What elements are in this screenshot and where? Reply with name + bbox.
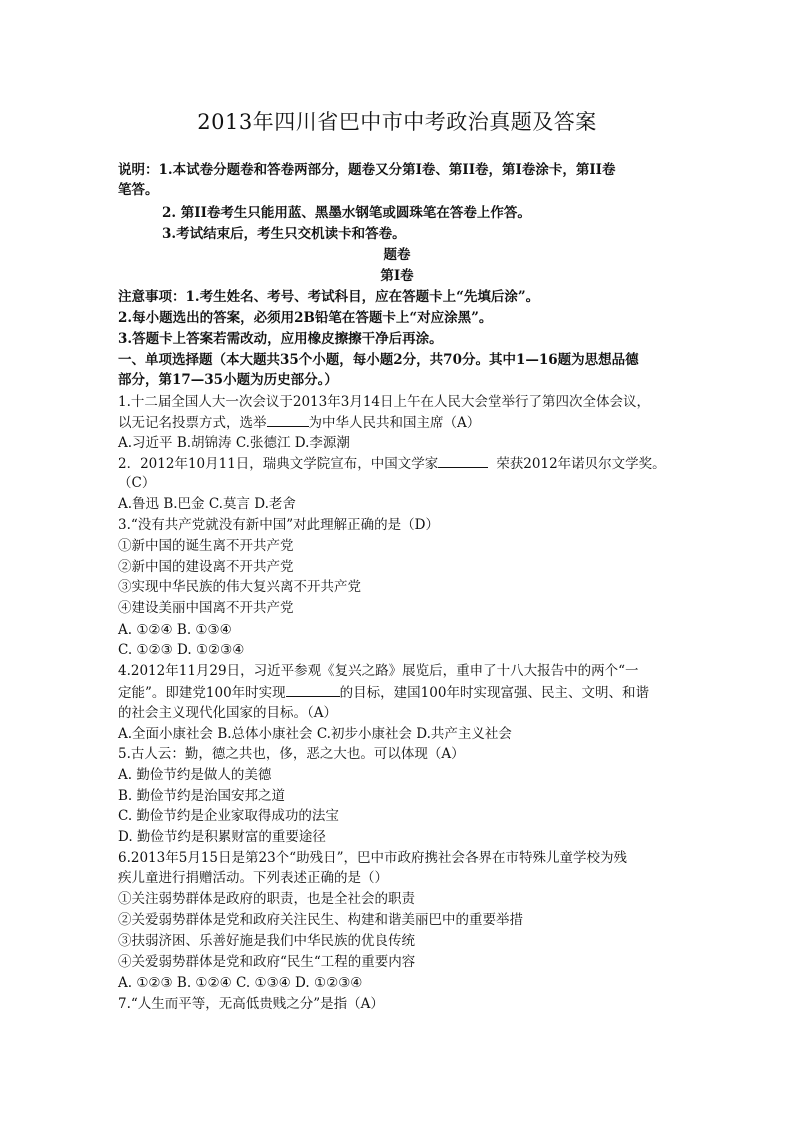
q4-line-1: 4.2012年11月29日，习近平参观《复兴之路》展览后，重申了十八大报告中的两个“一: [118, 663, 639, 679]
q6-item-4: ④关爱弱势群体是党和政府“民生“工程的重要内容: [118, 954, 416, 970]
q6-options: A. ①②③ B. ①②④ C. ①③④ D. ①②③④: [118, 975, 363, 991]
intro-line-2: 笔答。: [118, 182, 159, 198]
heading-tijuan: 题卷: [383, 247, 411, 263]
q6-line-1: 6.2013年5月15日是第23个“助残日”，巴中市政府携社会各界在市特殊儿童学校为残: [118, 850, 627, 866]
q3-item-2: ②新中国的建设离不开共产党: [118, 559, 294, 575]
intro-line-4: 3.考试结束后，考生只交机读卡和答卷。: [162, 226, 406, 242]
section-heading-1: 一、单项选择题（本大题共35个小题，每小题2分，共70分。其中1—16题为思想品德: [118, 352, 639, 368]
q6-item-1: ①关注弱势群体是政府的职责，也是全社会的职责: [118, 891, 415, 907]
q4-blank: [286, 682, 340, 697]
q1-options: A.习近平 B.胡锦涛 C.张德江 D.李源潮: [118, 435, 350, 451]
q1-text-b: 为中华人民共和国主席（A）: [308, 415, 481, 431]
q3-options-2: C. ①②③ D. ①②③④: [118, 642, 245, 658]
note-line-2: 2.每小题选出的答案，必须用2B铅笔在答题卡上“对应涂黑”。: [118, 310, 493, 326]
q5-option-c: C. 勤俭节约是企业家取得成功的法宝: [118, 808, 339, 824]
q6-item-2: ②关爱弱势群体是党和政府关注民生、构建和谐美丽巴中的重要举措: [118, 912, 523, 928]
intro-line-1: 说明：1.本试卷分题卷和答卷两部分，题卷又分第Ⅰ卷、第II卷，第Ⅰ卷涂卡，第II卷: [118, 162, 616, 178]
q3-item-3: ③实现中华民族的伟大复兴离不开共产党: [118, 579, 361, 595]
q3-stem: 3.“没有共产党就没有新中国”对此理解正确的是（D）: [118, 517, 440, 533]
q7-stem: 7.“人生而平等，无高低贵贱之分”是指（A）: [118, 996, 384, 1012]
q4-text-a: 定能”。即建党100年时实现: [118, 685, 286, 701]
intro-line-3: 2. 第II卷考生只能用蓝、黑墨水钢笔或圆珠笔在答卷上作答。: [162, 205, 531, 221]
q1-text-a: 以无记名投票方式，选举: [118, 415, 267, 431]
q2-text-b: 荣获2012年诺贝尔文学奖。: [496, 456, 666, 472]
q4-line-3: 的社会主义现代化国家的目标。（A）: [118, 705, 337, 721]
q3-item-1: ①新中国的诞生离不开共产党: [118, 538, 294, 554]
q4-line-2: [118, 682, 649, 703]
q2-line-2: （C）: [118, 475, 156, 491]
q3-options-1: A. ①②④ B. ①③④: [118, 622, 232, 638]
q2-blank: [438, 453, 488, 468]
q1-line-2: [118, 412, 480, 433]
note-line-3: 3.答题卡上答案若需改动，应用橡皮擦擦干净后再涂。: [118, 331, 443, 347]
q5-option-a: A. 勤俭节约是做人的美德: [118, 767, 272, 783]
note-line-1: 注意事项：1.考生姓名、考号、考试科目，应在答题卡上“先填后涂”。: [118, 289, 540, 305]
q4-text-b: 的目标，建国100年时实现富强、民主、文明、和谐: [339, 685, 649, 701]
q1-line-1: 1.十二届全国人大一次会议于2013年3月14日上午在人民大会堂举行了第四次全体会议，: [118, 394, 651, 410]
heading-juan1: 第Ⅰ卷: [380, 268, 414, 284]
q2-text-a: 2．2012年10月11日，瑞典文学院宣布，中国文学家: [118, 456, 439, 472]
q2-options: A.鲁迅 B.巴金 C.莫言 D.老舍: [118, 496, 296, 512]
q4-options: A.全面小康社会 B.总体小康社会 C.初步小康社会 D.共产主义社会: [118, 726, 512, 742]
page-title: 2013年四川省巴中市中考政治真题及答案: [197, 110, 597, 134]
q1-blank: [267, 412, 309, 427]
q2-line-1: [118, 453, 666, 474]
q3-item-4: ④建设美丽中国离不开共产党: [118, 600, 294, 616]
q5-stem: 5.古人云：勤，德之共也，侈，恶之大也。可以体现（A）: [118, 746, 465, 762]
section-heading-2: 部分，第17—35小题为历史部分。）: [118, 372, 338, 388]
q6-item-3: ③扶弱济困、乐善好施是我们中华民族的优良传统: [118, 933, 415, 949]
q6-line-2: 疾儿童进行捐赠活动。下列表述正确的是（）: [118, 870, 388, 886]
q5-option-b: B. 勤俭节约是治国安邦之道: [118, 788, 286, 804]
q5-option-d: D. 勤俭节约是积累财富的重要途径: [118, 829, 326, 845]
